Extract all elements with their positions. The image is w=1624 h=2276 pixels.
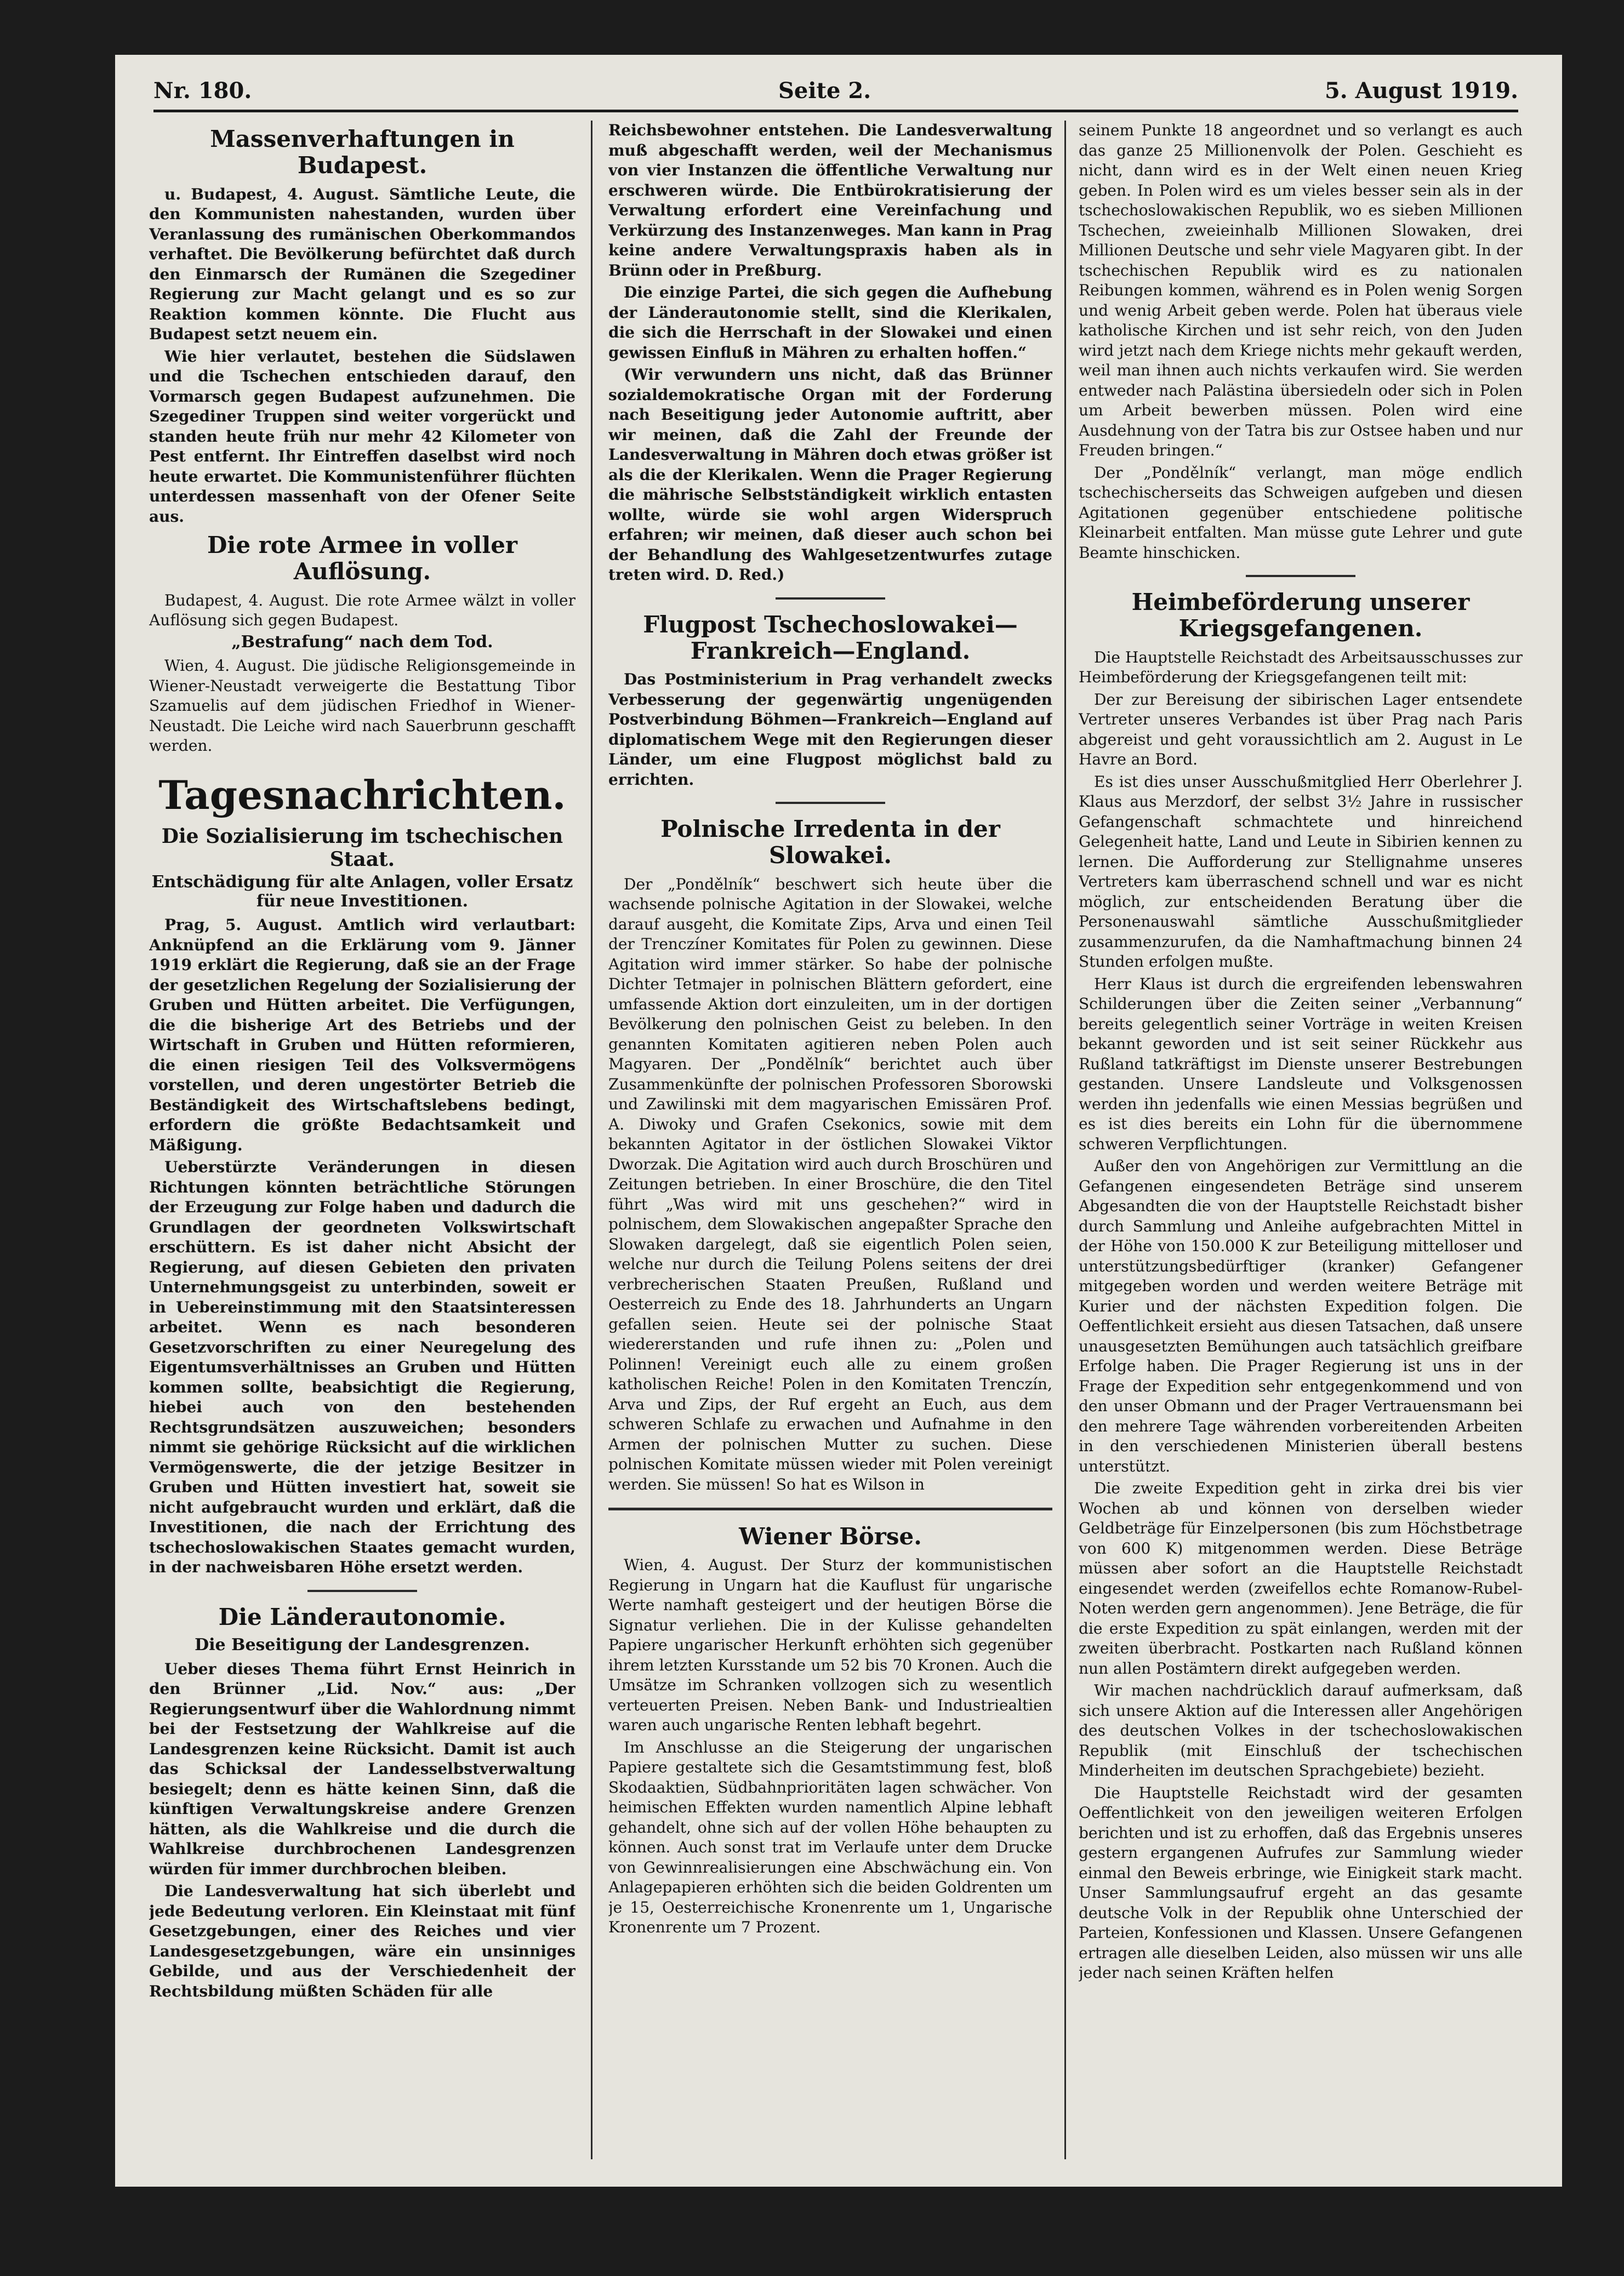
article-paragraph: Budapest, 4. August. Die rote Armee wälzt in voller Auflösung sich gegen Budapest. (149, 591, 575, 630)
newspaper-page (115, 55, 1562, 2187)
subheadline-punishment: „Bestrafung“ nach dem Tod. (231, 632, 493, 652)
separator (307, 1590, 417, 1592)
headline-airmail: Flugpost Tschechoslowakei—Frankreich—England. (643, 611, 1018, 664)
article-paragraph: Wir machen nachdrücklich darauf aufmerksam, daß sich unsere Aktion auf die Interessen aller Angehörigen des deutschen Volkes in der tschechoslowakischen Republik (mit Einschluß der tschechischen Minderheiten im deutschen Sprachgebiete) bezieht. (1079, 1681, 1523, 1780)
article-paragraph: Der „Pondělník“ beschwert sich heute über die wachsende polnische Agitation in der Slowakei, welche darauf ausgeht, die Komitate Zips, Arva und einen Teil der Trenczíner Komitates für Polen zu gewinnen. Diese Agitation wird immer stärker. So habe der polnische Dichter Tetmajer in polnischen Blättern gefordert, eine umfassende Aktion dort einzuleiten, um in der dortigen Bevölkerung den polnischen Geist zu beleben. In den genannten Komitaten agitieren neben Polen auch Magyaren. Der „Pondělník“ berichtet auch über Zusammenkünfte der polnischen Professoren Sborowski und Zawilinski mit dem magyarischen Emissären Prof. A. Diwoky und Grafen Csekonics, sowie mit dem bekannten Agitator in der östlichen Slowakei Viktor Dworzak. Die Agitation wird auch durch Broschüren und Zeitungen betrieben. In einer Broschüre, die den Titel führt „Was wird mit uns geschehen?“ wird in polnischem, dem Slowakischen angepaßter Sprache den Slowaken dargelegt, daß sie eigentlich Polen seien, welche nur durch die Teilung Polens seitens der drei verbrecherischen Staaten Preußen, Rußland und Oesterreich zu Ende des 18. Jahrhunderts an Ungarn gefallen seien. Heute sei der polnische Staat wiedererstanden und rufe ihnen zu: „Polen und Polinnen! Vereinigt euch alle zu einem großen katholischen Reiche! Polen in den Komitaten Trenczín, Arva und Zips, der Ruf ergeht an Euch, aus dem schweren Schlafe zu erwachen und Aufnahme in den Armen der polnischen Mutter zu suchen. Diese polnischen Komitate müssen wieder mit Polen vereinigt werden. Sie müssen! So hat es Wilson in (608, 875, 1052, 1493)
article-paragraph: Herr Klaus ist durch die ergreifenden lebenswahren Schilderungen über die Zeiten seiner „Verbannung“ bereits gelegentlich seiner Vorträge in weiten Kreisen bekannt geworden und ist seit seiner Rückkehr aus Rußland tatkräftigst im Dienste unserer Bestrebungen gestanden. Unsere Landsleute und Volksgenossen werden ihn jedenfalls wie einen Messias begrüßen und es ist dies bereits ein Lohn für die übernommene schweren Verpflichtungen. (1079, 974, 1523, 1153)
article-paragraph: Wien, 4. August. Die jüdische Religionsgemeinde in Wiener-Neustadt verweigerte die Bestattung Tibor Szamuelis auf dem jüdischen Friedhof in Wiener-Neustadt. Die Leiche wird nach Sauerbrunn geschafft werden. (149, 657, 575, 755)
separator (1246, 575, 1355, 577)
article-paragraph: Im Anschlusse an die Steigerung der ungarischen Papiere gestaltete sich die Gesamtstimmung fest, bloß Skodaaktien, Südbahnprioritäten lagen schwächer. Von heimischen Effekten wurden namentlich Alpine lebhaft gehandelt, ohne sich auf der vollen Höhe behaupten zu können. Auch sonst trat im Verlaufe unter dem Drucke von Gewinnrealisierungen eine Abschwächung ein. Von Anlagepapieren erhöhten sich die beiden Goldrenten um je 15, Oesterreichische Kronenrente um 1, Ungarische Kronenrente um 7 Prozent. (608, 1738, 1052, 1937)
masthead (153, 66, 1518, 112)
article-paragraph: Das Postministerium in Prag verhandelt zwecks Verbesserung der gegenwärtig ungenügenden Postverbindung Böhmen—Frankreich—England auf diplomatischem Wege mit den Regierungen dieser Länder, um eine Flugpost möglichst bald zu errichten. (608, 670, 1052, 789)
issue-date: 5. August 1919. (1324, 78, 1518, 104)
column-1 (149, 121, 575, 2159)
article-paragraph: (Wir verwundern uns nicht, daß das Brünner sozialdemokratische Organ mit der Forderung nach Beseitigung jeder Autonomie auftritt, aber wir meinen, daß die Zahl der Freunde der Landesverwaltung in Mähren doch etwas größer ist als die der Klerikalen. Wenn die Prager Regierung die mährische Selbstständigkeit wirklich entasten wollte, würde sie wohl argen Widerspruch erfahren; wir meinen, daß dieser auch schon bei der Behandlung des Wahlgesetzentwurfes zutage treten wird. D. Red.) (608, 366, 1052, 584)
separator (608, 1508, 1052, 1510)
article-paragraph: Der „Pondělník“ verlangt, man möge endlich tschechischerseits das Schweigen aufgeben und diesen Agitationen gegenüber entschiedene politische Kleinarbeit entfalten. Man müsse gute Lehrer und gute Beamte hinschicken. (1079, 463, 1523, 562)
article-paragraph: Die Landesverwaltung hat sich überlebt und jede Bedeutung verloren. Ein Kleinstaat mit fünf Gesetzgebungen, einer des Reiches und vier Landesgesetzgebungen, wäre ein unsinniges Gebilde, und aus der Verschiedenheit der Rechtsbildung müßten Schäden für alle (149, 1882, 575, 2000)
headline-socialization: Die Sozialisierung im tschechischen Staat. (161, 825, 563, 871)
subheadline-compensation: Entschädigung für alte Anlagen, voller Ersatz für neue Investitionen. (151, 872, 573, 911)
issue-number: Nr. 180. (153, 78, 252, 104)
article-paragraph: Außer den von Angehörigen zur Vermittlung an die Gefangenen eingesendeten Beträge sind unserem Abgesandten die von der Hauptstelle Reichstadt bisher durch Sammlung und Anleihe aufgebrachten Mittel in der Höhe von 150.000 K zur Beteiligung mittelloser und unterstützungsbedürftiger (kranker) Gefangener mitgegeben worden und werden weitere Beträge mit Kurier und der nächsten Expedition folgen. Die Oeffentlichkeit ersieht aus diesen Tatsachen, daß unsere unausgesetzten Bemühungen auch tatsächlich greifbare Erfolge haben. Die Prager Regierung ist uns in der Frage der Expedition sehr entgegenkommend und von den unser Obmann und der Prager Vertrauensmann bei den mehrere Tage währenden vorbereitenden Arbeiten in den verschiedenen Ministerien überall bestens unterstützt. (1079, 1157, 1523, 1475)
column-3 (1079, 121, 1523, 2159)
headline-land-autonomy: Die Länderautonomie. (218, 1603, 506, 1630)
article-paragraph: Wien, 4. August. Der Sturz der kommunistischen Regierung in Ungarn hat die Kauflust für ungarische Werte namhaft gesteigert und der heutigen Börse die Signatur verliehen. Die in der Kulisse gehandelten Papiere ungarischer Herkunft erhöhten sich gegenüber ihrem letzten Kursstande um 52 bis 70 Kronen. Auch die Umsätze im Schranken vollzogen sich zu wesentlich verteuerten Preisen. Neben Bank- und Industriealtien waren auch ungarische Renten lebhaft begehrt. (608, 1556, 1052, 1735)
column-rule-1 (591, 121, 592, 2159)
column-2 (608, 121, 1052, 2159)
headline-prisoners-return: Heimbeförderung unserer Kriegsgefangenen. (1131, 589, 1470, 642)
headline-vienna-stock-exchange: Wiener Börse. (739, 1523, 922, 1550)
separator (776, 597, 885, 600)
article-paragraph: seinem Punkte 18 angeordnet und so verlangt es auch das ganze 25 Millionenvolk der Polen. Geschieht es nicht, dann wird es in der Welt einen neuen Krieg geben. In Polen wird es um vieles besser sein als in der tschechoslowakischen Republik, wo es sieben Millionen Tschechen, zweieinhalb Millionen Slowaken, drei Millionen Deutsche und sehr viele Magyaren gibt. In der tschechischen Republik wird es zu nationalen Reibungen kommen, während es in Polen wenig Sorgen und wenig Arbeit geben werde. Polen hat überaus viele katholische Kirchen und ist sehr reich, von den Juden wird jetzt nach dem Kriege nichts mehr gekauft werden, weil man ihnen auch nichts verkaufen wird. Sie werden entweder nach Palästina übersiedeln oder sich in Polen um Arbeit bewerben müssen. Polen wird eine Ausdehnung von der Tatra bis zur Ostsee haben und nur Freuden bringen.“ (1079, 121, 1523, 459)
headline-budapest-arrests: Massenverhaftungen in Budapest. (210, 126, 515, 179)
article-paragraph: Der zur Bereisung der sibirischen Lager entsendete Vertreter unseres Verbandes ist über Prag nach Paris abgereist und geht voraussichtlich am 2. August in Le Havre an Bord. (1079, 690, 1523, 769)
article-paragraph: Ueber dieses Thema führt Ernst Heinrich in den Brünner „Lid. Nov.“ aus: „Der Regierungsentwurf über die Wahlordnung nimmt bei der Festsetzung der Wahlkreise auf die Landesgrenzen keine Rücksicht. Damit ist auch das Schicksal der Landesselbstverwaltung besiegelt; denn es hätte keinen Sinn, daß die künftigen Verwaltungskreise andere Grenzen hätten, als die Wahlkreise und die durch die Wahlkreise durchbrochenen Landesgrenzen würden für immer durchbrochen bleiben. (149, 1659, 575, 1878)
article-paragraph: u. Budapest, 4. August. Sämtliche Leute, die den Kommunisten nahestanden, wurden über Veranlassung des rumänischen Oberkommandos verhaftet. Die Bevölkerung befürchtet daß durch den Einmarsch der Rumänen die Szegediner Regierung zur Macht gelangt und es so zur Reaktion kommen könnte. Die Flucht aus Budapest setzt neuem ein. (149, 185, 575, 344)
article-paragraph: Wie hier verlautet, bestehen die Südslawen und die Tschechen entschieden darauf, den Vormarsch gegen Budapest aufzunehmen. Die Szegediner Truppen sind weiter vorgerückt und standen heute früh nur mehr 42 Kilometer von Pest entfernt. Ihr Eintreffen daselbst wird noch heute erwartet. Die Kommunistenführer flüchten unterdessen massenhaft von der Ofener Seite aus. (149, 347, 575, 526)
article-paragraph: Es ist dies unser Ausschußmitglied Herr Oberlehrer J. Klaus aus Merzdorf, der selbst 3½ Jahre in russischer Gefangenschaft schmachtete und hinreichend Gelegenheit hatte, Land und Leute in Sibirien kennen zu lernen. Die Aufforderung zur Stellignahme unseres Vertreters kam überraschend schnell und war es nicht möglich, zur entscheidenden Beratung über die Personenauswahl sämtliche Ausschußmitglieder zusammenzurufen, da die Namhaftmachung binnen 24 Stunden erfolgen mußte. (1079, 772, 1523, 971)
column-rule-2 (1064, 121, 1066, 2159)
article-paragraph: Ueberstürzte Veränderungen in diesen Richtungen könnten beträchtliche Störungen der Erzeugung zur Folge haben und dadurch die Grundlagen der geordneten Volkswirtschaft erschüttern. Es ist daher nicht Absicht der Regierung, auf diesen Gebieten den privaten Unternehmungsgeist zu unterbinden, soweit er in Uebereinstimmung mit den Staatsinteressen arbeitet. Wenn es nach besonderen Gesetzvorschriften zu einer Neuregelung des Eigentumsverhältnisses an Gruben und Hütten kommen sollte, beabsichtigt die Regierung, hiebei auch von den bestehenden Rechtsgrundsätzen auszuweichen; besonders nimmt sie gehörige Rücksicht auf die wirklichen Vermögenswerte, die der jetzige Besitzer in Gruben und Hütten investiert hat, soweit sie nicht aufgebraucht wurden und erklärt, daß die Investitionen, die nach der Errichtung des tschechoslowakischen Staates gemacht wurden, in der nachweisbaren Höhe ersetzt werden. (149, 1158, 575, 1577)
article-paragraph: Die Hauptstelle Reichstadt des Arbeitsausschusses zur Heimbeförderung der Kriegsgefangenen teilt mit: (1079, 648, 1523, 687)
page-number: Seite 2. (778, 78, 871, 104)
article-paragraph: Die Hauptstelle Reichstadt wird der gesamten Oeffentlichkeit von den jeweiligen weiteren Erfolgen berichten und ist zu erhoffen, daß das Ergebnis unseres gestern ergangenen Aufrufes zur Sammlung wieder einmal den Beweis erbringe, wie Einigkeit stark macht. Unser Sammlungsaufruf ergeht an das gesamte deutsche Volk in der Republik ohne Unterschied der Parteien, Konfessionen und Klassen. Unsere Gefangenen ertragen alle dieselben Leiden, also müssen wir uns alle jeder nach seinen Kräften helfen (1079, 1783, 1523, 1982)
separator (776, 802, 885, 804)
headline-red-army: Die rote Armee in voller Auflösung. (207, 532, 518, 585)
section-title-daily-news: Tagesnachrichten. (158, 771, 566, 818)
headline-polish-irredenta: Polnische Irredenta in der Slowakei. (660, 815, 1000, 869)
article-paragraph: Die einzige Partei, die sich gegen die Aufhebung der Länderautonomie stellt, sind die Klerikalen, die sich die Herrschaft in der Slowakei und einen gewissen Einfluß in Mähren zu erhalten hoffen.“ (608, 283, 1052, 362)
article-paragraph: Reichsbewohner entstehen. Die Landesverwaltung muß abgeschafft werden, weil der Mechanismus von vier Instanzen die öffentliche Verwaltung nur erschweren würde. Die Entbürokratisierung der Verwaltung erfordert eine Vereinfachung und Verkürzung des Instanzenweges. Man kann in Prag keine andere Verwaltungspraxis haben als in Brünn oder in Preßburg. (608, 121, 1052, 279)
article-paragraph: Prag, 5. August. Amtlich wird verlautbart: Anknüpfend an die Erklärung vom 9. Jänner 1919 erklärt die Regierung, daß sie an der Frage der gesetzlichen Regelung der Sozialisierung der Gruben und Hütten arbeitet. Die Verfügungen, die die bisherige Art des Betriebs und der Wirtschaft in Gruben und Hütten reformieren, die einen riesigen Teil des Volksvermögens vorstellen, und deren ungestörter Betrieb die Beständigkeit des Wirtschaftslebens bedingt, erfordern die größte Bedachtsamkeit und Mäßigung. (149, 916, 575, 1154)
article-paragraph: Die zweite Expedition geht in zirka drei bis vier Wochen ab und können von derselben wieder Geldbeträge für Einzelpersonen (bis zum Höchstbetrage von 600 K) mitgenommen werden. Diese Beträge müssen aber sofort an die Hauptstelle Reichstadt eingesendet werden (zweifellos echte Romanow-Rubel-Noten werden gern angenommen). Jene Beträge, die für die erste Expedition zu spät einlangen, werden mit der zweiten überbracht. Postkarten nach Rußland können nun allen Postämtern direkt aufgegeben werden. (1079, 1479, 1523, 1678)
subheadline-land-borders: Die Beseitigung der Landesgrenzen. (195, 1635, 530, 1655)
